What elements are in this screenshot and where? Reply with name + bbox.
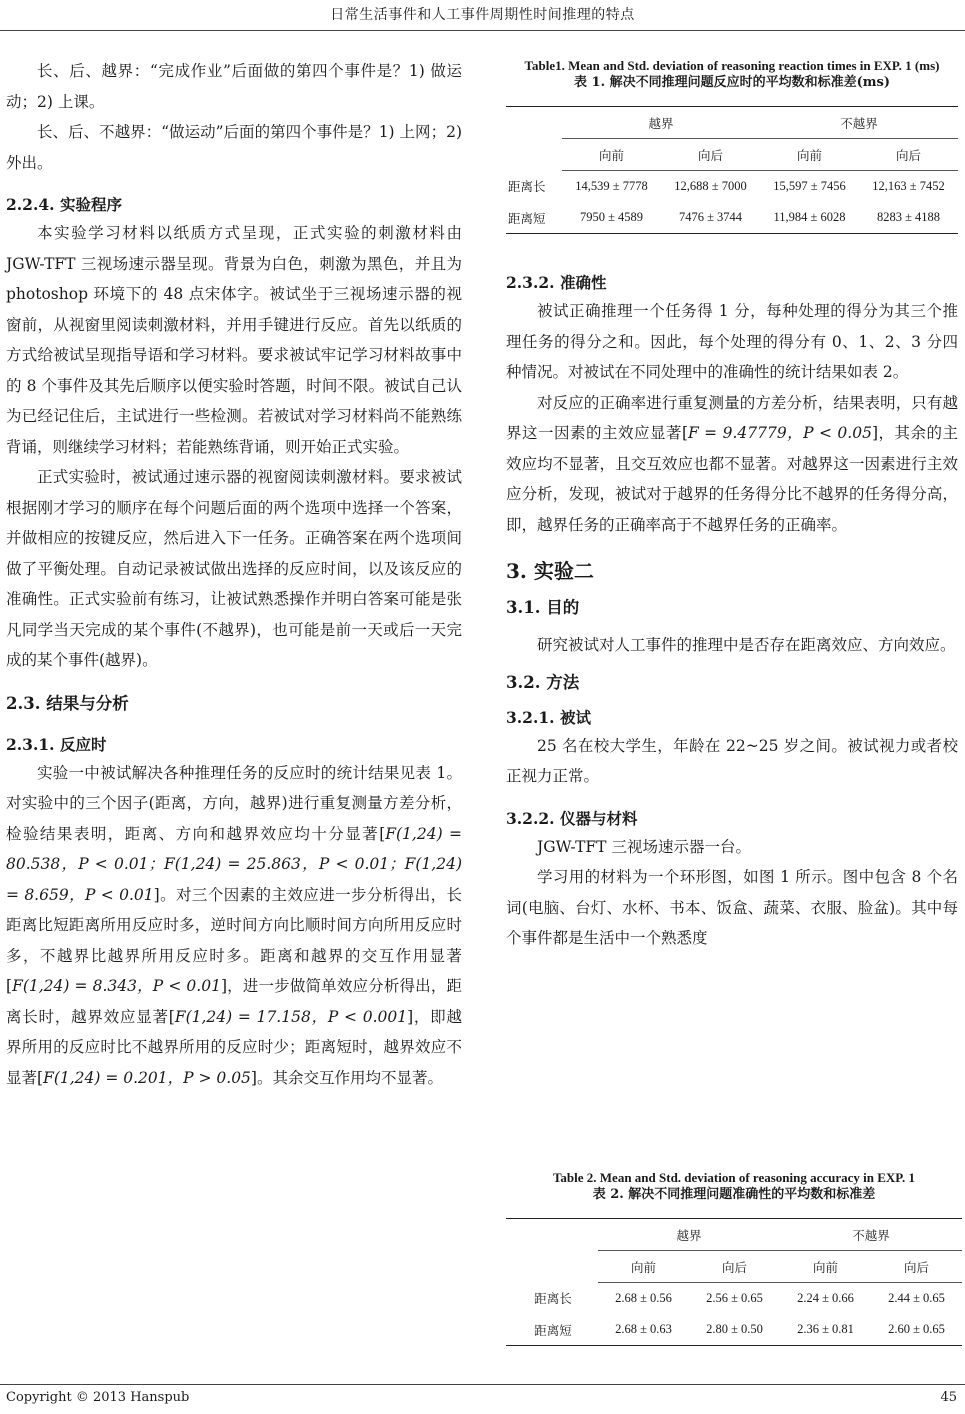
- paragraph: 正式实验时，被试通过速示器的视窗阅读刺激材料。要求被试根据刚才学习的顺序在每个问题后面的两个选项中选择一个答案，并做相应的按键反应，然后进入下一任务。正确答案在两个选项间做了平衡处理。自动记录被试做出选择的反应时间，以及该反应的准确性。正式实验前有练习，让被试熟悉操作并明白答案可能是张凡同学当天完成的某个事件(不越界)，也可能是前一天或后一天完成的某个事件(越界)。: [6, 468, 462, 669]
- section-heading-3-2-1: 3.2.1. 被试: [506, 707, 591, 727]
- section-heading-3-1: 3.1. 目的: [506, 598, 580, 617]
- table-cell: 15,597 ± 7456: [773, 179, 846, 193]
- footer-copyright: Copyright © 2013 Hanspub: [6, 1390, 190, 1405]
- table-cell: 2.44 ± 0.65: [888, 1291, 945, 1305]
- paragraph: 研究被试对人工事件的推理中是否存在距离效应、方向效应。: [537, 636, 956, 654]
- running-header: 日常生活事件和人工事件周期性时间推理的特点: [330, 7, 635, 23]
- section-heading-2-3-2: 2.3.2. 准确性: [506, 273, 607, 292]
- stat-run: F(1,24) = 8.343，P < 0.01: [12, 977, 221, 995]
- paragraph: 25 名在校大学生，年龄在 22~25 岁之间。被试视力或者校正视力正常。: [506, 736, 958, 785]
- left-column: [6, 56, 462, 1093]
- direction-header: 向前: [562, 139, 661, 171]
- row-label: 距离短: [506, 1314, 598, 1346]
- direction-header: 向后: [689, 1251, 780, 1283]
- paragraph-reaction-time-results: [6, 758, 462, 1094]
- section-heading-2-2-4: 2.2.4. 实验程序: [6, 195, 122, 214]
- footer-rule: [0, 1384, 965, 1385]
- table-cell: 2.36 ± 0.81: [780, 1314, 871, 1346]
- paragraph: 被试正确推理一个任务得 1 分，每种处理的得分为其三个推理任务的得分之和。因此，每个处理的得分有 0、1、2、3 分四种情况。对被试在不同处理中的准确性的统计结果如表 2。: [506, 302, 958, 381]
- group-header: 越界: [598, 1219, 780, 1251]
- table-2-grid: [506, 1218, 962, 1346]
- section-heading-2-3: 2.3. 结果与分析: [6, 693, 129, 713]
- stat-run: F = 9.47779，P < 0.05: [688, 424, 872, 442]
- table-2: [506, 1170, 962, 1346]
- stat-run: F(1,24) = 80.538，P < 0.01；F(1,24) = 25.863，P < 0.01；F(1,24) = 8.659，P < 0.01: [6, 824, 462, 904]
- group-header: 不越界: [760, 107, 958, 139]
- text-run: ]，即越界所用的反应时比不越界所用的反应时少；距离短时，越界效应不显著[: [6, 1007, 462, 1087]
- table-caption-zh: 表 2. 解决不同推理问题准确性的平均数和标准差: [592, 1187, 876, 1202]
- table-cell: 2.80 ± 0.50: [689, 1314, 780, 1346]
- paragraph: JGW-TFT 三视场速示器一台。: [537, 837, 751, 856]
- direction-header: 向前: [780, 1251, 871, 1283]
- table-cell: 2.68 ± 0.63: [598, 1314, 689, 1346]
- group-header: 不越界: [780, 1219, 962, 1251]
- paragraph-accuracy-results: [506, 388, 958, 541]
- section-heading-3-2-2: 3.2.2. 仪器与材料: [506, 808, 638, 828]
- paragraph: 学习用的材料为一个环形图，如图 1 所示。图中包含 8 个名词(电脑、台灯、水杯、书本、饭盒、蔬菜、衣服、脸盆)。其中每个事件都是生活中一个熟悉度: [506, 868, 958, 947]
- table-cell: 12,688 ± 7000: [674, 179, 747, 193]
- row-label: 距离长: [508, 180, 546, 195]
- table-cell: 2.60 ± 0.65: [871, 1314, 962, 1346]
- table-row: [506, 1314, 962, 1346]
- text-run: ]。其余交互作用均不显著。: [250, 1068, 443, 1087]
- header-rule: [0, 30, 965, 31]
- stat-run: F(1,24) = 17.158，P < 0.001: [174, 1007, 408, 1026]
- table-row: [506, 202, 958, 234]
- direction-header: 向后: [859, 139, 958, 171]
- paragraph: 本实验学习材料以纸质方式呈现，正式实验的刺激材料由 JGW-TFT 三视场速示器呈现。背景为白色，刺激为黑色，并且为 photoshop 环境下的 48 点宋体字。被试坐于三视场速示器的视窗前，从视窗里阅读刺激材料，并用手键进行反应。首先以纸质的方式给被试呈现指导语和学习材料。要求被试牢记学习材料故事中的 8 个事件及其先后顺序以便实验时答题，时间不限。被试自己认为已经记住后，主试进行一些检测。若被试对学习材料尚不能熟练背诵，则继续学习材料；若能熟练背诵，则开始正式实验。: [6, 224, 462, 456]
- stat-run: F(1,24) = 0.201，P > 0.05: [43, 1068, 251, 1087]
- row-label: 距离长: [534, 1292, 572, 1307]
- text-run: ]。对三个因素的主效应进一步分析得出，长距离比短距离所用反应时多，逆时间方向比顺时间方向所用反应时多，不越界比越界所用反应时多。距离和越界的交互作用显著[: [6, 885, 462, 995]
- table-1: [506, 58, 958, 234]
- table-cell: 12,163 ± 7452: [872, 179, 945, 193]
- paragraph: 长、后、越界：“完成作业”后面做的第四个事件是？1) 做运动；2) 上课。: [6, 62, 462, 111]
- table-cell: 2.56 ± 0.65: [706, 1291, 763, 1305]
- direction-header: 向后: [661, 139, 760, 171]
- table-cell: 14,539 ± 7778: [575, 179, 648, 193]
- table-row: [506, 171, 958, 203]
- table-cell: 8283 ± 4188: [859, 202, 958, 234]
- paragraph: 长、后、不越界：“做运动”后面的第四个事件是？1) 上网；2) 外出。: [6, 123, 462, 172]
- table-row: [506, 1283, 962, 1315]
- table-cell: 2.24 ± 0.66: [797, 1291, 854, 1305]
- page-number: 45: [940, 1390, 957, 1405]
- table-cell: 7476 ± 3744: [661, 202, 760, 234]
- table-1-grid: [506, 106, 958, 234]
- text-run: 对反应的正确率进行重复测量的方差分析，结果表明，只有越界这一因素的主效应显著[: [506, 393, 958, 442]
- direction-header: 向前: [598, 1251, 689, 1283]
- direction-header: 向后: [871, 1251, 962, 1283]
- row-label: 距离短: [506, 202, 562, 234]
- section-heading-3-2: 3.2. 方法: [506, 672, 580, 692]
- table-caption-en: Table 2. Mean and Std. deviation of reasoning accuracy in EXP. 1: [552, 1170, 916, 1185]
- direction-header: 向前: [760, 139, 859, 171]
- text-run: ]，进一步做简单效应分析得出，距离长时，越界效应显著[: [6, 977, 462, 1026]
- text-run: 实验一中被试解决各种推理任务的反应时的统计结果见表 1。对实验中的三个因子(距离，方向，越界)进行重复测量方差分析，检验结果表明，距离、方向和越界效应均十分显著[: [6, 763, 462, 843]
- table-caption-zh: 表 1. 解决不同推理问题反应时的平均数和标准差(ms): [574, 75, 890, 90]
- table-cell: 7950 ± 4589: [562, 202, 661, 234]
- text-run: ]，其余的主效应均不显著，且交互效应也都不显著。对越界这一因素进行主效应分析，发现，被试对于越界的任务得分比不越界的任务得分高，即，越界任务的正确率高于不越界任务的正确率。: [506, 424, 958, 534]
- table-cell: 2.68 ± 0.56: [615, 1291, 672, 1305]
- group-header: 越界: [562, 107, 760, 139]
- right-column: [506, 56, 958, 954]
- section-heading-2-3-1: 2.3.1. 反应时: [6, 734, 107, 754]
- table-cell: 11,984 ± 6028: [760, 202, 859, 234]
- section-heading-3: 3. 实验二: [506, 559, 594, 583]
- table-caption-en: Table1. Mean and Std. deviation of reasoning reaction times in EXP. 1 (ms): [524, 58, 940, 73]
